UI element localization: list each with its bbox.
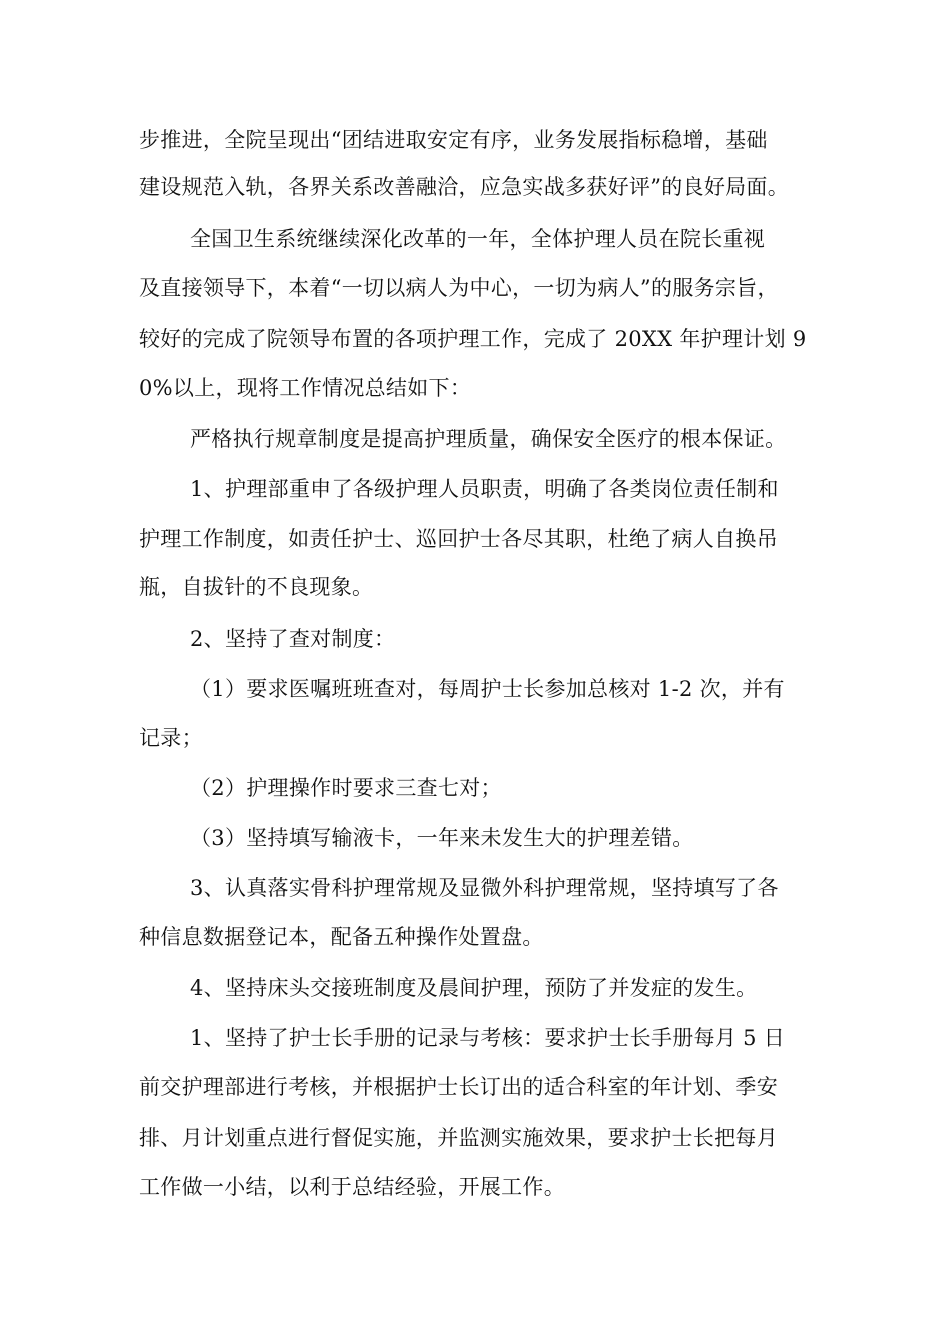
text-line: 全国卫生系统继续深化改革的一年，全体护理人员在院长重视 (190, 227, 766, 251)
text-line: 1、护理部重申了各级护理人员职责，明确了各类岗位责任制和 (190, 477, 779, 501)
text-line: 前交护理部进行考核，并根据护士长订出的适合科室的年计划、季安 (139, 1075, 778, 1099)
text-line: 2、坚持了查对制度： (190, 627, 396, 651)
text-line: 排、月计划重点进行督促实施，并监测实施效果，要求护士长把每月 (139, 1126, 778, 1150)
text-line: 工作做一小结，以利于总结经验，开展工作。 (139, 1175, 565, 1199)
text-line: 建设规范入轨，各界关系改善融洽，应急实战多获好评”的良好局面。 (139, 175, 790, 199)
text-line: （1）要求医嘱班班查对，每周护士长参加总核对 1-2 次，并有 (190, 677, 785, 701)
text-line: （3）坚持填写输液卡，一年来未发生大的护理差错。 (190, 826, 694, 850)
text-line: 及直接领导下，本着“一切以病人为中心，一切为病人”的服务宗旨， (139, 276, 779, 300)
text-line: 种信息数据登记本，配备五种操作处置盘。 (139, 925, 544, 949)
text-line: 护理工作制度，如责任护士、巡回护士各尽其职，杜绝了病人自换吊 (139, 527, 778, 551)
text-line: 较好的完成了院领导布置的各项护理工作，完成了 20XX 年护理计划 9 (139, 327, 807, 351)
text-line: 3、认真落实骨科护理常规及显微外科护理常规，坚持填写了各 (190, 876, 779, 900)
text-line: 0%以上，现将工作情况总结如下： (139, 376, 472, 400)
text-line: 严格执行规章制度是提高护理质量，确保安全医疗的根本保证。 (190, 427, 787, 451)
text-line: 瓶，自拔针的不良现象。 (139, 575, 374, 599)
text-line: （2）护理操作时要求三查七对； (190, 776, 502, 800)
text-line: 4、坚持床头交接班制度及晨间护理，预防了并发症的发生。 (190, 976, 758, 1000)
text-line: 1、坚持了护士长手册的记录与考核：要求护士长手册每月 5 日 (190, 1026, 786, 1050)
text-line: 记录； (139, 726, 203, 750)
text-line: 步推进，全院呈现出“团结进取安定有序，业务发展指标稳增，基础 (139, 128, 768, 152)
